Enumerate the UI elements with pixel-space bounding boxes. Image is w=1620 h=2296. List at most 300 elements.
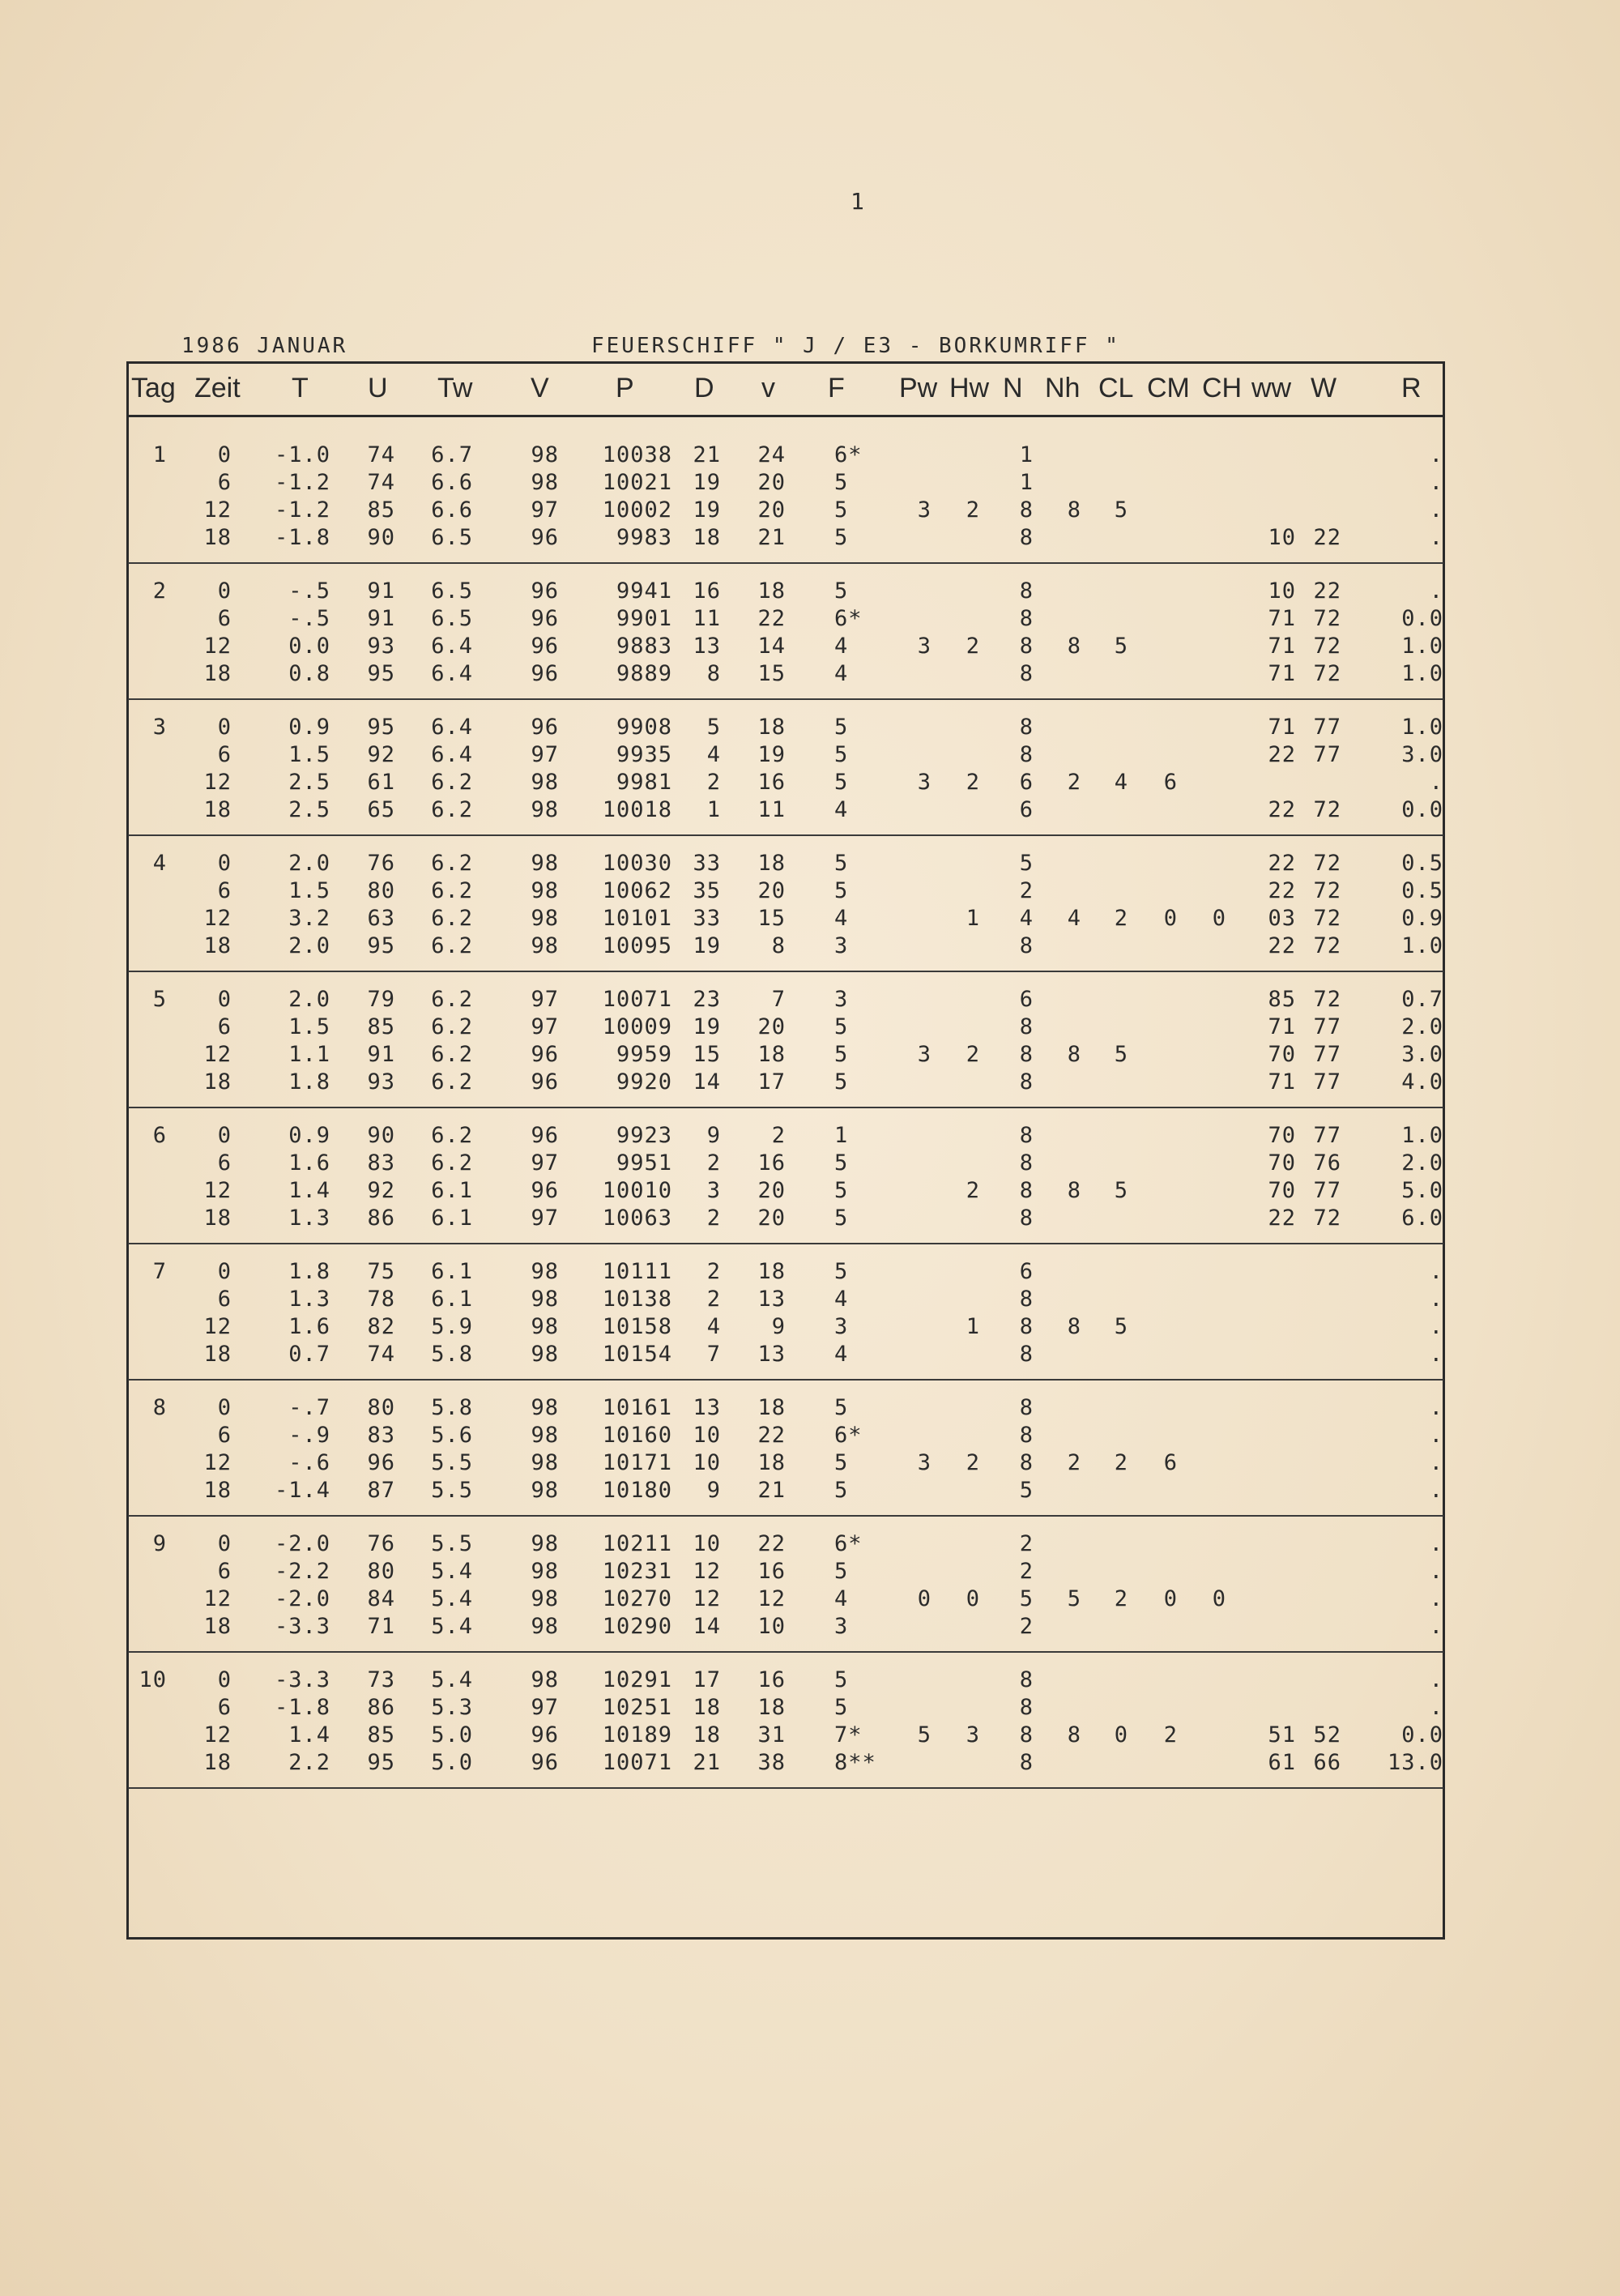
cell-n: 1: [1019, 470, 1034, 495]
day-tag: 5: [152, 987, 167, 1012]
cell-d: 3: [706, 1178, 721, 1203]
cell-d: 8: [706, 661, 721, 686]
cell-w: 77: [1313, 1014, 1341, 1039]
cell-r: .: [1429, 1287, 1443, 1312]
cell-nh: 8: [1067, 1314, 1081, 1339]
cell-p: 10111: [602, 1259, 672, 1284]
cell-t: 0.9: [288, 1123, 330, 1148]
cell-d: 2: [706, 1259, 721, 1284]
cell-u: 91: [367, 606, 395, 631]
cell-n: 6: [1019, 797, 1034, 822]
cell-tw: 5.4: [431, 1586, 473, 1611]
cell-t: -.5: [288, 606, 330, 631]
cell-u: 76: [367, 851, 395, 876]
cell-t: -1.8: [274, 1695, 330, 1720]
cell-v: 21: [757, 525, 786, 550]
cell-u: 83: [367, 1423, 395, 1448]
cell-u: 85: [367, 1014, 395, 1039]
cell-t: -1.4: [274, 1478, 330, 1503]
cell-d: 5: [706, 715, 721, 740]
cell-zeit: 6: [217, 1695, 232, 1720]
cell-t: 1.8: [288, 1069, 330, 1095]
cell-r: .: [1429, 1667, 1443, 1692]
cell-v: 18: [757, 1695, 786, 1720]
cell-t: 1.6: [288, 1150, 330, 1176]
cell-p: 10095: [602, 933, 672, 958]
cell-f: 3: [834, 1314, 849, 1339]
day-separator: [128, 1787, 1443, 1789]
column-header-cm: CM: [1147, 373, 1190, 403]
column-header-tag: Tag: [131, 373, 176, 403]
cell-t: 0.9: [288, 715, 330, 740]
cell-u: 71: [367, 1614, 395, 1639]
cell-ww: 71: [1268, 661, 1296, 686]
column-header-tw: Tw: [437, 373, 473, 403]
cell-f: 5: [834, 851, 849, 876]
cell-v: 18: [757, 578, 786, 604]
cell-n: 8: [1019, 715, 1034, 740]
day-tag: 4: [152, 851, 167, 876]
cell-u: 95: [367, 933, 395, 958]
cell-ww: 70: [1268, 1042, 1296, 1067]
cell-r: .: [1429, 1559, 1443, 1584]
cell-zeit: 12: [203, 1042, 232, 1067]
cell-f: 5: [834, 1042, 849, 1067]
cell-tw: 6.2: [431, 878, 473, 903]
cell-t: 1.5: [288, 742, 330, 767]
cell-nh: 4: [1067, 906, 1081, 931]
cell-n: 8: [1019, 1450, 1034, 1475]
cell-f: 5: [834, 1478, 849, 1503]
cell-cl: 4: [1114, 770, 1128, 795]
cell-u: 93: [367, 1069, 395, 1095]
cell-v-pressure: 98: [531, 770, 559, 795]
cell-p: 10154: [602, 1342, 672, 1367]
column-header-u: U: [368, 373, 388, 403]
cell-v: 18: [757, 851, 786, 876]
cell-ww: 22: [1268, 933, 1296, 958]
cell-p: 10160: [602, 1423, 672, 1448]
cell-t: 2.5: [288, 770, 330, 795]
cell-u: 90: [367, 1123, 395, 1148]
cell-zeit: 18: [203, 1478, 232, 1503]
cell-tw: 6.1: [431, 1206, 473, 1231]
cell-v: 16: [757, 1559, 786, 1584]
cell-n: 8: [1019, 1206, 1034, 1231]
cell-v-pressure: 98: [531, 933, 559, 958]
cell-tw: 6.2: [431, 1042, 473, 1067]
cell-f: 6*: [834, 1423, 863, 1448]
cell-p: 10071: [602, 1750, 672, 1775]
cell-zeit: 6: [217, 606, 232, 631]
cell-v-pressure: 96: [531, 578, 559, 604]
cell-f: 5: [834, 497, 849, 523]
cell-hw: 2: [966, 497, 980, 523]
day-separator: [128, 698, 1443, 700]
cell-tw: 6.7: [431, 442, 473, 467]
cell-v: 20: [757, 878, 786, 903]
cell-cl: 5: [1114, 1042, 1128, 1067]
cell-p: 9981: [616, 770, 672, 795]
cell-n: 8: [1019, 742, 1034, 767]
cell-hw: 3: [966, 1722, 980, 1748]
cell-cm: 2: [1163, 1722, 1178, 1748]
cell-zeit: 0: [217, 1123, 232, 1148]
cell-cl: 2: [1114, 906, 1128, 931]
cell-r: .: [1429, 578, 1443, 604]
cell-u: 92: [367, 742, 395, 767]
column-header-cl: CL: [1098, 373, 1134, 403]
cell-t: -.6: [288, 1450, 330, 1475]
day-tag: 1: [152, 442, 167, 467]
cell-w: 72: [1313, 797, 1341, 822]
cell-r: .: [1429, 1695, 1443, 1720]
cell-r: 6.0: [1401, 1206, 1443, 1231]
cell-w: 52: [1313, 1722, 1341, 1748]
cell-u: 80: [367, 1559, 395, 1584]
cell-v-pressure: 98: [531, 1259, 559, 1284]
cell-d: 2: [706, 1206, 721, 1231]
cell-r: .: [1429, 497, 1443, 523]
cell-v: 22: [757, 1423, 786, 1448]
cell-p: 10010: [602, 1178, 672, 1203]
cell-p: 10138: [602, 1287, 672, 1312]
cell-f: 4: [834, 1342, 849, 1367]
cell-w: 77: [1313, 1123, 1341, 1148]
cell-nh: 8: [1067, 634, 1081, 659]
cell-f: 4: [834, 906, 849, 931]
cell-u: 83: [367, 1150, 395, 1176]
cell-tw: 5.5: [431, 1531, 473, 1556]
cell-v-pressure: 98: [531, 1314, 559, 1339]
cell-zeit: 6: [217, 1150, 232, 1176]
cell-ww: 70: [1268, 1150, 1296, 1176]
cell-zeit: 0: [217, 1259, 232, 1284]
cell-n: 8: [1019, 634, 1034, 659]
cell-f: 5: [834, 1259, 849, 1284]
cell-d: 18: [693, 1695, 721, 1720]
cell-v-pressure: 97: [531, 987, 559, 1012]
cell-tw: 6.2: [431, 797, 473, 822]
cell-t: 1.4: [288, 1178, 330, 1203]
cell-f: 4: [834, 661, 849, 686]
cell-f: 5: [834, 770, 849, 795]
cell-tw: 6.6: [431, 497, 473, 523]
cell-v: 16: [757, 1150, 786, 1176]
cell-n: 8: [1019, 1314, 1034, 1339]
cell-v: 18: [757, 1395, 786, 1420]
cell-t: -.9: [288, 1423, 330, 1448]
cell-p: 10071: [602, 987, 672, 1012]
cell-tw: 5.4: [431, 1667, 473, 1692]
cell-d: 33: [693, 906, 721, 931]
cell-tw: 6.1: [431, 1287, 473, 1312]
cell-n: 6: [1019, 1259, 1034, 1284]
cell-f: 3: [834, 1614, 849, 1639]
cell-v: 18: [757, 715, 786, 740]
cell-u: 84: [367, 1586, 395, 1611]
cell-v: 21: [757, 1478, 786, 1503]
cell-p: 10161: [602, 1395, 672, 1420]
cell-v: 8: [771, 933, 786, 958]
day-tag: 10: [139, 1667, 167, 1692]
cell-zeit: 12: [203, 1722, 232, 1748]
cell-n: 2: [1019, 1531, 1034, 1556]
cell-p: 10251: [602, 1695, 672, 1720]
cell-v-pressure: 97: [531, 1206, 559, 1231]
cell-t: -3.3: [274, 1614, 330, 1639]
cell-w: 72: [1313, 661, 1341, 686]
cell-v: 20: [757, 1178, 786, 1203]
cell-n: 8: [1019, 1042, 1034, 1067]
cell-v: 13: [757, 1342, 786, 1367]
cell-cl: 0: [1114, 1722, 1128, 1748]
day-separator: [128, 971, 1443, 972]
cell-t: 2.0: [288, 987, 330, 1012]
cell-cl: 5: [1114, 634, 1128, 659]
cell-d: 4: [706, 742, 721, 767]
cell-f: 5: [834, 715, 849, 740]
cell-f: 5: [834, 470, 849, 495]
cell-n: 5: [1019, 1478, 1034, 1503]
cell-zeit: 6: [217, 1423, 232, 1448]
cell-u: 74: [367, 470, 395, 495]
cell-p: 9920: [616, 1069, 672, 1095]
cell-f: 5: [834, 1559, 849, 1584]
cell-f: 5: [834, 1695, 849, 1720]
cell-t: 2.2: [288, 1750, 330, 1775]
cell-tw: 6.2: [431, 933, 473, 958]
cell-f: 5: [834, 1206, 849, 1231]
cell-ww: 70: [1268, 1123, 1296, 1148]
cell-pw: 0: [917, 1586, 932, 1611]
cell-t: -2.0: [274, 1586, 330, 1611]
cell-f: 3: [834, 987, 849, 1012]
cell-d: 19: [693, 470, 721, 495]
cell-nh: 5: [1067, 1586, 1081, 1611]
cell-cl: 2: [1114, 1450, 1128, 1475]
cell-f: 4: [834, 634, 849, 659]
cell-r: 0.0: [1401, 797, 1443, 822]
cell-r: 3.0: [1401, 1042, 1443, 1067]
cell-zeit: 0: [217, 715, 232, 740]
cell-d: 9: [706, 1478, 721, 1503]
cell-n: 8: [1019, 1423, 1034, 1448]
cell-f: 1: [834, 1123, 849, 1148]
cell-t: 2.0: [288, 851, 330, 876]
cell-v: 13: [757, 1287, 786, 1312]
cell-r: 2.0: [1401, 1014, 1443, 1039]
column-header-t: T: [292, 373, 309, 403]
cell-tw: 5.8: [431, 1342, 473, 1367]
cell-pw: 5: [917, 1722, 932, 1748]
cell-w: 76: [1313, 1150, 1341, 1176]
cell-n: 5: [1019, 1586, 1034, 1611]
cell-n: 8: [1019, 1123, 1034, 1148]
cell-pw: 3: [917, 1450, 932, 1475]
cell-v: 24: [757, 442, 786, 467]
cell-p: 10063: [602, 1206, 672, 1231]
cell-tw: 5.4: [431, 1559, 473, 1584]
cell-t: 1.3: [288, 1206, 330, 1231]
cell-v-pressure: 97: [531, 742, 559, 767]
cell-t: -.7: [288, 1395, 330, 1420]
cell-n: 8: [1019, 1069, 1034, 1095]
cell-zeit: 18: [203, 1206, 232, 1231]
cell-n: 8: [1019, 1287, 1034, 1312]
cell-u: 61: [367, 770, 395, 795]
day-separator: [128, 1243, 1443, 1244]
column-header-nh: Nh: [1045, 373, 1081, 403]
cell-cm: 6: [1163, 770, 1178, 795]
cell-zeit: 12: [203, 1450, 232, 1475]
cell-u: 87: [367, 1478, 395, 1503]
cell-r: 0.7: [1401, 987, 1443, 1012]
cell-r: .: [1429, 1423, 1443, 1448]
cell-ww: 71: [1268, 634, 1296, 659]
cell-v-pressure: 98: [531, 797, 559, 822]
cell-f: 4: [834, 1586, 849, 1611]
cell-v-pressure: 98: [531, 1342, 559, 1367]
cell-r: 1.0: [1401, 661, 1443, 686]
cell-r: 3.0: [1401, 742, 1443, 767]
cell-r: 1.0: [1401, 715, 1443, 740]
day-separator: [128, 834, 1443, 836]
day-tag: 9: [152, 1531, 167, 1556]
cell-zeit: 18: [203, 661, 232, 686]
cell-w: 77: [1313, 742, 1341, 767]
cell-v-pressure: 98: [531, 1531, 559, 1556]
day-tag: 3: [152, 715, 167, 740]
cell-v: 22: [757, 606, 786, 631]
cell-tw: 6.2: [431, 1014, 473, 1039]
cell-u: 63: [367, 906, 395, 931]
day-tag: 8: [152, 1395, 167, 1420]
cell-w: 77: [1313, 1069, 1341, 1095]
cell-t: 0.7: [288, 1342, 330, 1367]
cell-v-pressure: 97: [531, 1150, 559, 1176]
cell-u: 73: [367, 1667, 395, 1692]
cell-w: 72: [1313, 878, 1341, 903]
cell-p: 9901: [616, 606, 672, 631]
cell-r: 1.0: [1401, 933, 1443, 958]
cell-tw: 6.5: [431, 578, 473, 604]
cell-v-pressure: 97: [531, 1014, 559, 1039]
cell-w: 72: [1313, 634, 1341, 659]
day-separator: [128, 1379, 1443, 1381]
cell-t: 2.0: [288, 933, 330, 958]
cell-tw: 6.2: [431, 770, 473, 795]
cell-v: 18: [757, 1259, 786, 1284]
cell-r: 0.5: [1401, 851, 1443, 876]
cell-v: 20: [757, 1206, 786, 1231]
cell-p: 10171: [602, 1450, 672, 1475]
cell-cl: 5: [1114, 1178, 1128, 1203]
column-header-pw: Pw: [899, 373, 938, 403]
cell-r: .: [1429, 1395, 1443, 1420]
cell-d: 14: [693, 1069, 721, 1095]
cell-tw: 5.4: [431, 1614, 473, 1639]
column-header-n: N: [1003, 373, 1023, 403]
cell-ww: 22: [1268, 742, 1296, 767]
cell-zeit: 12: [203, 1178, 232, 1203]
cell-cl: 2: [1114, 1586, 1128, 1611]
cell-v: 17: [757, 1069, 786, 1095]
cell-v: 38: [757, 1750, 786, 1775]
cell-u: 82: [367, 1314, 395, 1339]
cell-f: 5: [834, 1069, 849, 1095]
cell-tw: 6.1: [431, 1259, 473, 1284]
cell-zeit: 12: [203, 634, 232, 659]
cell-v: 19: [757, 742, 786, 767]
cell-p: 10101: [602, 906, 672, 931]
cell-n: 2: [1019, 878, 1034, 903]
cell-v-pressure: 98: [531, 1287, 559, 1312]
cell-v-pressure: 98: [531, 1586, 559, 1611]
cell-f: 7*: [834, 1722, 863, 1748]
cell-hw: 1: [966, 906, 980, 931]
cell-t: -3.3: [274, 1667, 330, 1692]
cell-p: 10002: [602, 497, 672, 523]
cell-u: 86: [367, 1206, 395, 1231]
cell-v: 7: [771, 987, 786, 1012]
cell-zeit: 12: [203, 1314, 232, 1339]
cell-v-pressure: 98: [531, 1478, 559, 1503]
column-header-ww: ww: [1251, 373, 1292, 403]
cell-f: 5: [834, 1178, 849, 1203]
cell-f: 8**: [834, 1750, 876, 1775]
cell-tw: 6.2: [431, 851, 473, 876]
cell-t: 1.3: [288, 1287, 330, 1312]
cell-tw: 6.4: [431, 661, 473, 686]
cell-t: -.5: [288, 578, 330, 604]
cell-n: 2: [1019, 1559, 1034, 1584]
cell-v: 20: [757, 470, 786, 495]
cell-d: 35: [693, 878, 721, 903]
cell-n: 6: [1019, 770, 1034, 795]
cell-p: 9889: [616, 661, 672, 686]
cell-tw: 6.2: [431, 987, 473, 1012]
cell-v-pressure: 98: [531, 442, 559, 467]
cell-r: .: [1429, 442, 1443, 467]
cell-t: 1.6: [288, 1314, 330, 1339]
cell-zeit: 6: [217, 742, 232, 767]
cell-u: 93: [367, 634, 395, 659]
cell-t: 1.5: [288, 1014, 330, 1039]
cell-t: -1.8: [274, 525, 330, 550]
cell-n: 8: [1019, 1750, 1034, 1775]
cell-v: 20: [757, 497, 786, 523]
cell-v: 16: [757, 770, 786, 795]
column-header-rule: [126, 415, 1445, 417]
cell-f: 4: [834, 797, 849, 822]
cell-w: 72: [1313, 606, 1341, 631]
cell-tw: 6.4: [431, 715, 473, 740]
cell-v: 10: [757, 1614, 786, 1639]
cell-hw: 2: [966, 1178, 980, 1203]
cell-n: 2: [1019, 1614, 1034, 1639]
cell-ch: 0: [1212, 906, 1226, 931]
cell-u: 75: [367, 1259, 395, 1284]
cell-v: 11: [757, 797, 786, 822]
cell-nh: 8: [1067, 1178, 1081, 1203]
cell-w: 72: [1313, 1206, 1341, 1231]
day-tag: 7: [152, 1259, 167, 1284]
cell-ww: 22: [1268, 797, 1296, 822]
cell-v: 18: [757, 1042, 786, 1067]
cell-hw: 2: [966, 1450, 980, 1475]
cell-zeit: 6: [217, 1287, 232, 1312]
